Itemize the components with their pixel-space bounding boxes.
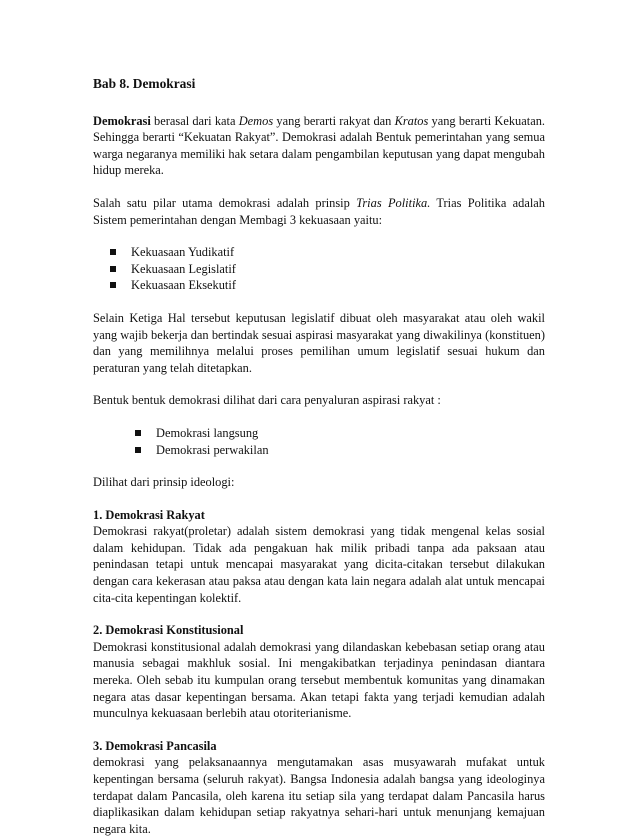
list-item [131,425,545,442]
paragraph-legislative: Selain Ketiga Hal tersebut keputusan legislatif dibuat oleh masyarakat atau oleh wakil yang wajib bekerja dan bertindak sesuai aspirasi masyarakat yang diwakilinya (konstituen) dan yang memilihnya melalui proses pemilihan umum legislatif sesuai hukum dan peraturan yang telah ditetapkan. [93,310,545,375]
list-item-text: Kekuasaan Yudikatif [131,245,235,260]
bullet-square-icon [110,266,116,272]
bullet-square-icon [110,282,116,288]
list-item [106,277,545,294]
term-demokrasi: Demokrasi [93,113,151,128]
section-body: Demokrasi rakyat(proletar) adalah sistem demokrasi yang tidak mengenal kelas sosial dalam kehidupan. Tidak ada pengakuan hak milik pribadi tanpa ada paksaan atau penindasan tetapi untuk mencapai masyarakat yang dicita-citakan tersebut dilakukan dengan cara kekerasan atau paksa atau dengan kata lain negara adalah alat untuk mencapai cita-cita kepentingan kolektif. [93,524,545,605]
section-heading: 2. Demokrasi Konstitusional [93,623,244,638]
list-item-text: Kekuasaan Eksekutif [131,278,236,293]
section-body: demokrasi yang pelaksanaannya mengutamakan asas musyawarah mufakat untuk kepentingan bersama (seluruh rakyat). Bangsa Indonesia adalah bangsa yang ideologinya terdapat dalam Pancasila, oleh karena itu setiap sila yang terdapat dalam Pancasila harus diaplikasikan dalam kehidupan setiap rakyatnya sehari-hari untuk menunjang kemajuan negara kita. [93,755,545,836]
paragraph-ideology-intro: Dilihat dari prinsip ideologi: [93,475,235,490]
list-item-text: Kekuasaan Legislatif [131,261,236,276]
bullet-square-icon [110,249,116,255]
text-span: yang berarti rakyat dan [273,113,395,128]
list-item [131,442,545,459]
text-span: Trias Politika adalah Sistem pemerintahan dengan Membagi 3 kekuasaan yaitu: [93,195,545,227]
list-item [106,261,545,278]
powers-list [93,244,545,294]
chapter-title: Bab 8. Demokrasi [93,76,196,91]
text-span: Salah satu pilar utama demokrasi adalah prinsip [93,195,357,210]
term-kratos: Kratos [394,113,429,128]
list-item-text: Demokrasi langsung [156,425,259,440]
bullet-square-icon [135,447,141,453]
list-item [106,244,545,261]
document-page [93,76,545,837]
term-trias-politika: Trias Politika. [356,195,431,210]
section-body: Demokrasi konstitusional adalah demokrasi yang dilandaskan kebebasan setiap orang atau manusia sebagai makhluk sosial. Ini mengakibatkan terjadinya penindasan diantara mereka. Oleh sebab itu kumpulan orang tersebut membentuk komunitas yang dinamakan negara atas dasar kepentingan bersama. Akan tetapi fakta yang terjadi kemudian adalah munculnya kekuasaan berlebih atau otoriterianisme. [93,639,545,721]
text-span: yang berarti Kekuatan. Sehingga berarti “Kekuatan Rakyat”. Demokrasi adalah Bentuk pemerintahan yang semua warga negaranya memiliki hak setara dalam pengambilan keputusan yang dapat mengubah hidup mereka. [93,113,545,178]
bullet-square-icon [135,430,141,436]
section-heading: 3. Demokrasi Pancasila [93,738,217,753]
term-demos: Demos [238,113,274,128]
text-span: berasal dari kata [150,113,239,128]
forms-list [93,425,545,458]
list-item-text: Demokrasi perwakilan [156,442,269,457]
paragraph-definition [93,113,545,179]
paragraph-forms-intro: Bentuk bentuk demokrasi dilihat dari cara penyaluran aspirasi rakyat : [93,393,441,408]
section-heading: 1. Demokrasi Rakyat [93,507,205,522]
paragraph-trias-politika [93,195,545,228]
